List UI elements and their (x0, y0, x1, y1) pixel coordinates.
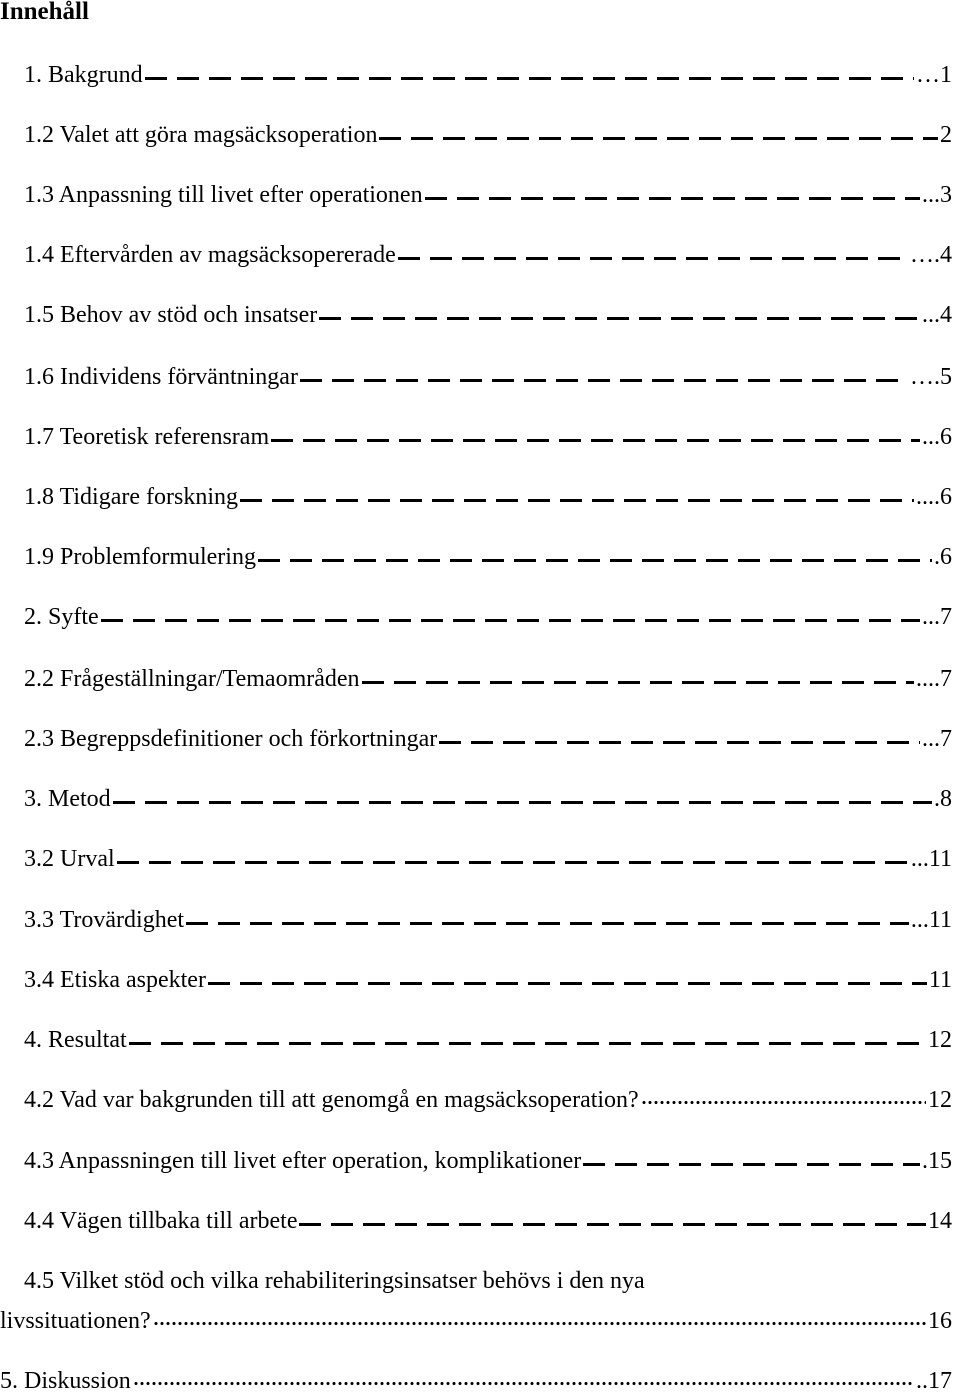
toc-leader (133, 1370, 914, 1388)
toc-entry-resultat[interactable] (24, 1023, 952, 1057)
toc-entry-label: 1.2 Valet att göra magsäcksoperation (24, 122, 378, 148)
toc-entry-label: 4.3 Anpassningen till livet efter operation, komplikationer (24, 1148, 582, 1174)
toc-leader (145, 64, 914, 82)
toc-leader (153, 1310, 926, 1328)
toc-entry-stod-rehabilitering[interactable] (0, 1304, 952, 1338)
toc-entry-label: 1.5 Behov av stöd och insatser (24, 302, 318, 328)
toc-leader (362, 668, 914, 686)
toc-entry-label: 2.2 Frågeställningar/Temaområden (24, 666, 360, 692)
toc-entry-teoretisk[interactable] (24, 420, 952, 454)
toc-page-number: ..17 (916, 1368, 952, 1394)
toc-page-number: .6 (934, 544, 952, 570)
toc-leader (271, 426, 920, 444)
toc-leader (186, 909, 909, 927)
toc-entry-label: 3.4 Etiska aspekter (24, 967, 206, 993)
toc-page-number: ...7 (922, 604, 952, 630)
toc-entry-problemformulering[interactable] (24, 540, 952, 574)
toc-entry-label: 3.2 Urval (24, 846, 115, 872)
toc-entry-label: 1.6 Individens förväntningar (24, 364, 298, 390)
toc-leader (129, 1029, 926, 1047)
toc-page-number: ....7 (916, 666, 952, 692)
toc-page-number: ...11 (910, 907, 952, 933)
toc-leader (379, 124, 938, 142)
toc-leader (208, 969, 927, 987)
toc-page-number: .8 (934, 786, 952, 812)
toc-entry-fragestallningar[interactable] (24, 662, 952, 696)
toc-leader (425, 184, 920, 202)
toc-page-number: ...6 (922, 424, 952, 450)
toc-entry-label: 3.3 Trovärdighet (24, 907, 185, 933)
toc-entry-label: 4.4 Vägen tillbaka till arbete (24, 1208, 298, 1234)
toc-page-number: 16 (928, 1308, 952, 1334)
toc-entry-valet[interactable] (24, 118, 952, 152)
toc-entry-label-line1[interactable]: 4.5 Vilket stöd och vilka rehabiliteringsinsatser behövs i den nya (24, 1268, 645, 1294)
toc-leader (240, 486, 914, 504)
toc-entry-metod[interactable] (24, 782, 952, 816)
toc-page-number: 2 (940, 122, 952, 148)
toc-entry-individens[interactable] (24, 360, 952, 394)
toc-leader (101, 606, 920, 624)
toc-leader (439, 728, 920, 746)
toc-leader (299, 1210, 926, 1228)
toc-leader (117, 848, 909, 866)
toc-page-number: ...3 (922, 182, 952, 208)
toc-page-number: ....6 (916, 484, 952, 510)
toc-entry-label: 1. Bakgrund (24, 62, 143, 88)
toc-entry-label: 1.4 Eftervården av magsäcksopererade (24, 242, 396, 268)
toc-entry-label: 2. Syfte (24, 604, 99, 630)
toc-entry-bakgrund[interactable] (24, 58, 952, 92)
toc-entry-tidigare[interactable] (24, 480, 952, 514)
toc-page-number: ….5 (910, 364, 952, 390)
toc-entry-behov[interactable] (24, 298, 952, 332)
toc-entry-eftervarden[interactable] (24, 238, 952, 272)
toc-entry-syfte[interactable] (24, 600, 952, 634)
toc-entry-label: 1.8 Tidigare forskning (24, 484, 239, 510)
toc-entry-urval[interactable] (24, 842, 952, 876)
toc-leader (398, 244, 908, 262)
toc-page-number: .15 (922, 1148, 952, 1174)
toc-entry-bakgrunden[interactable] (24, 1083, 952, 1117)
toc-entry-diskussion[interactable] (0, 1364, 952, 1398)
toc-entry-label: 3. Metod (24, 786, 111, 812)
toc-page-number: 11 (928, 967, 952, 993)
toc-entry-etiska-aspekter[interactable] (24, 963, 952, 997)
toc-entry-anpassning[interactable] (24, 178, 952, 212)
toc-entry-vagen-tillbaka[interactable] (24, 1204, 952, 1238)
toc-page-number: 14 (928, 1208, 952, 1234)
toc-entry-label: 1.3 Anpassning till livet efter operationen (24, 182, 423, 208)
toc-entry-label: 1.9 Problemformulering (24, 544, 256, 570)
toc-entry-label: livssituationen? (0, 1308, 151, 1334)
toc-leader (258, 546, 932, 564)
toc-leader (319, 304, 920, 322)
toc-leader (641, 1089, 926, 1107)
toc-page-number: ...11 (910, 846, 952, 872)
toc-entry-label: 5. Diskussion (0, 1368, 131, 1394)
toc-page-number: …1 (916, 62, 952, 88)
toc-entry-label: 1.7 Teoretisk referensram (24, 424, 270, 450)
toc-entry-trovardighet[interactable] (24, 903, 952, 937)
toc-entry-label: 2.3 Begreppsdefinitioner och förkortningar (24, 726, 438, 752)
toc-page-number: ….4 (910, 242, 952, 268)
toc-page-number: ...7 (922, 726, 952, 752)
toc-entry-begreppsdefinitioner[interactable] (24, 722, 952, 756)
toc-leader (300, 366, 908, 384)
toc-entry-label: 4.2 Vad var bakgrunden till att genomgå en magsäcksoperation? (24, 1087, 639, 1113)
toc-page-number: 12 (928, 1027, 952, 1053)
toc-entry-anpassningen[interactable] (24, 1144, 952, 1178)
toc-page-number: ...4 (922, 302, 952, 328)
page-title: Innehåll (0, 0, 89, 25)
toc-leader (113, 788, 932, 806)
toc-page-number: 12 (928, 1087, 952, 1113)
toc-entry-label: 4. Resultat (24, 1027, 127, 1053)
toc-leader (583, 1150, 920, 1168)
